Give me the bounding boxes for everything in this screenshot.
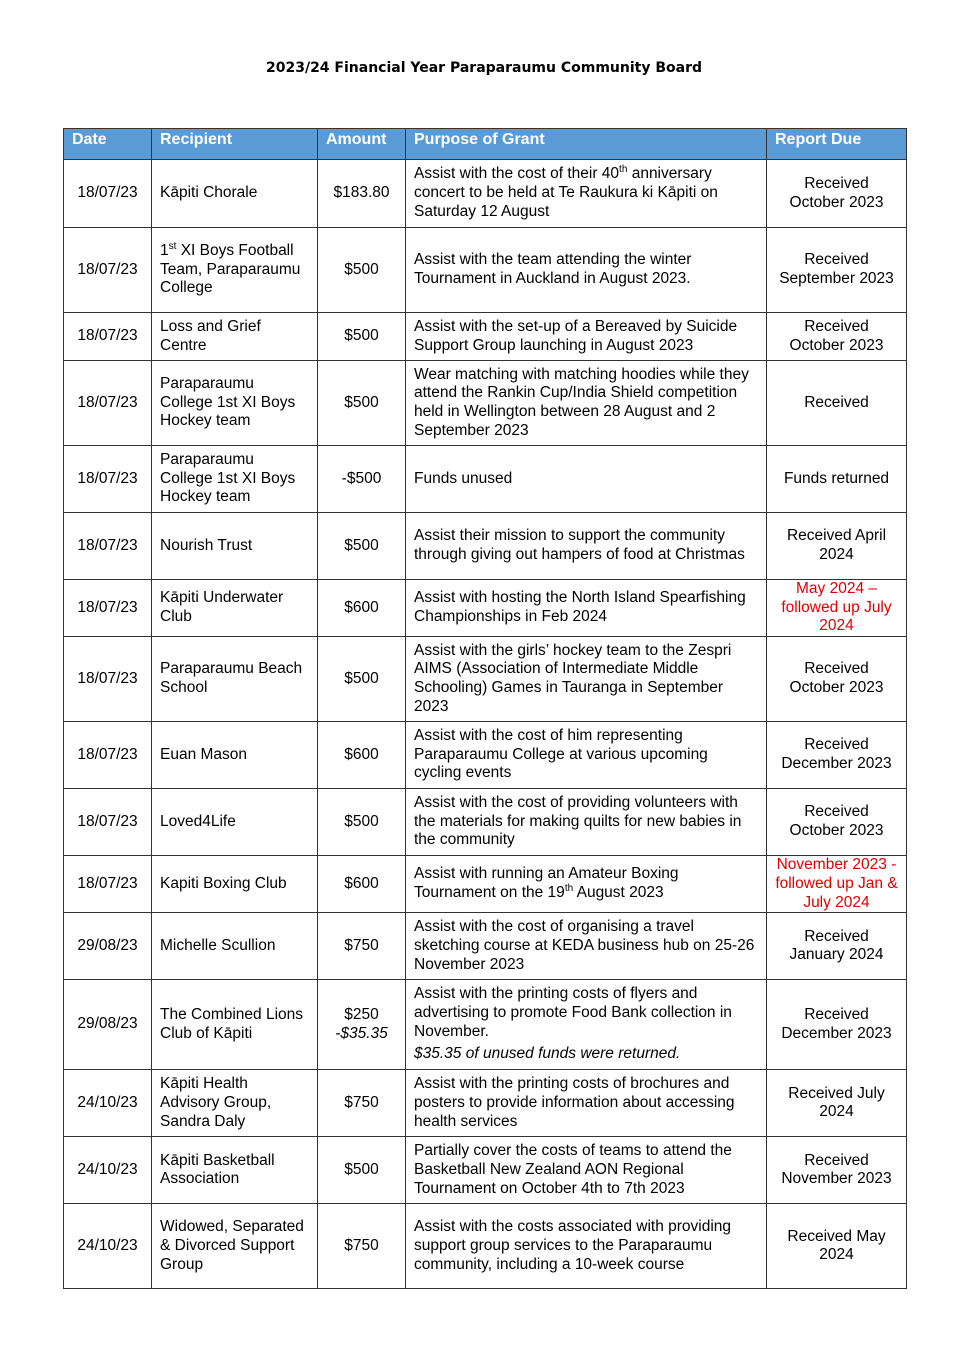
cell-purpose: Assist with hosting the North Island Spearfishing Championships in Feb 2024 xyxy=(406,580,767,637)
table-row xyxy=(64,980,907,1070)
cell-purpose xyxy=(406,856,767,913)
table-row xyxy=(64,722,907,789)
cell-date: 18/07/23 xyxy=(64,313,152,361)
cell-amount: $750 xyxy=(318,1204,406,1289)
cell-recipient: Nourish Trust xyxy=(152,513,318,580)
table-row xyxy=(64,361,907,446)
table-row xyxy=(64,789,907,856)
cell-report-due: Received October 2023 xyxy=(767,313,907,361)
cell-recipient: Kāpiti Chorale xyxy=(152,160,318,228)
cell-date: 18/07/23 xyxy=(64,722,152,789)
header-amount: Amount xyxy=(318,129,406,160)
recipient-text-cont: XI Boys Football Team, Paraparaumu College xyxy=(160,241,301,297)
purpose-text: Assist with the printing costs of flyers and advertising to promote Food Bank collection in November. xyxy=(414,985,732,1040)
cell-recipient: The Combined Lions Club of Kāpiti xyxy=(152,980,318,1070)
cell-date: 18/07/23 xyxy=(64,513,152,580)
cell-amount: $500 xyxy=(318,513,406,580)
cell-date: 29/08/23 xyxy=(64,980,152,1070)
ordinal-suffix: th xyxy=(619,164,628,176)
table-row xyxy=(64,580,907,637)
table-row xyxy=(64,637,907,722)
cell-report-due: Received November 2023 xyxy=(767,1137,907,1204)
cell-purpose: Assist with the cost of organising a travel sketching course at KEDA business hub on 25-26 November 2023 xyxy=(406,913,767,980)
purpose-text-cont: August 2023 xyxy=(573,884,664,902)
cell-amount: $500 xyxy=(318,313,406,361)
cell-date: 18/07/23 xyxy=(64,160,152,228)
table-row xyxy=(64,160,907,228)
purpose-text: Assist with the cost of their 40 xyxy=(414,165,620,183)
ordinal-suffix: st xyxy=(168,240,177,252)
cell-date: 24/10/23 xyxy=(64,1137,152,1204)
cell-purpose: Assist their mission to support the community through giving out hampers of food at Christmas xyxy=(406,513,767,580)
table-body xyxy=(64,160,907,1289)
cell-purpose: Wear matching with matching hoodies while they attend the Rankin Cup/India Shield competition held in Wellington between 28 August and 2 September 2023 xyxy=(406,361,767,446)
grants-table xyxy=(63,128,907,1289)
cell-report-due-overdue: November 2023 - followed up Jan & July 2024 xyxy=(767,856,907,913)
cell-purpose: Assist with the printing costs of brochures and posters to provide information about accessing health services xyxy=(406,1070,767,1137)
cell-report-due-overdue: May 2024 – followed up July 2024 xyxy=(767,580,907,637)
cell-amount xyxy=(318,980,406,1070)
header-purpose: Purpose of Grant xyxy=(406,129,767,160)
table-row xyxy=(64,313,907,361)
cell-recipient: Kāpiti Underwater Club xyxy=(152,580,318,637)
cell-recipient: Paraparaumu College 1st XI Boys Hockey team xyxy=(152,361,318,446)
cell-report-due: Received May 2024 xyxy=(767,1204,907,1289)
table-row xyxy=(64,913,907,980)
cell-date: 24/10/23 xyxy=(64,1204,152,1289)
cell-recipient: Kāpiti Basketball Association xyxy=(152,1137,318,1204)
cell-date: 18/07/23 xyxy=(64,637,152,722)
cell-report-due: Received xyxy=(767,361,907,446)
cell-amount: $500 xyxy=(318,789,406,856)
cell-purpose: Assist with the set-up of a Bereaved by Suicide Support Group launching in August 2023 xyxy=(406,313,767,361)
table-row xyxy=(64,1137,907,1204)
cell-report-due: Received December 2023 xyxy=(767,722,907,789)
cell-report-due: Received October 2023 xyxy=(767,160,907,228)
cell-date: 18/07/23 xyxy=(64,580,152,637)
ordinal-suffix: th xyxy=(564,883,574,894)
cell-amount: $500 xyxy=(318,361,406,446)
cell-purpose: Assist with the costs associated with providing support group services to the Paraparaumu community, including a 10-week course xyxy=(406,1204,767,1289)
page-title: 2023/24 Financial Year Paraparaumu Community Board xyxy=(265,60,703,76)
cell-report-due: Funds returned xyxy=(767,446,907,513)
cell-amount: $500 xyxy=(318,637,406,722)
amount-value: $250 xyxy=(344,1006,379,1024)
cell-purpose: Funds unused xyxy=(406,446,767,513)
table-row xyxy=(64,856,907,913)
cell-amount: $750 xyxy=(318,913,406,980)
cell-recipient: Paraparaumu Beach School xyxy=(152,637,318,722)
cell-report-due: Received July 2024 xyxy=(767,1070,907,1137)
table-row xyxy=(64,446,907,513)
cell-date: 18/07/23 xyxy=(64,789,152,856)
purpose-returned-note: $35.35 of unused funds were returned. xyxy=(414,1045,681,1063)
cell-purpose: Assist with the team attending the winter Tournament in Auckland in August 2023. xyxy=(406,228,767,313)
cell-recipient: Kāpiti Health Advisory Group, Sandra Daly xyxy=(152,1070,318,1137)
cell-purpose xyxy=(406,160,767,228)
cell-purpose: Assist with the cost of providing volunteers with the materials for making quilts for new babies in the community xyxy=(406,789,767,856)
cell-report-due: Received April 2024 xyxy=(767,513,907,580)
cell-recipient: Michelle Scullion xyxy=(152,913,318,980)
cell-date: 18/07/23 xyxy=(64,228,152,313)
table-row xyxy=(64,513,907,580)
cell-purpose: Assist with the cost of him representing Paraparaumu College at various upcoming cycling events xyxy=(406,722,767,789)
cell-amount: $600 xyxy=(318,580,406,637)
header-date: Date xyxy=(64,129,152,160)
cell-purpose: Assist with the girls’ hockey team to the Zespri AIMS (Association of Intermediate Middle Schooling) Games in Tauranga in September 2023 xyxy=(406,637,767,722)
cell-amount: $750 xyxy=(318,1070,406,1137)
cell-date: 18/07/23 xyxy=(64,446,152,513)
cell-report-due: Received October 2023 xyxy=(767,789,907,856)
cell-purpose: Partially cover the costs of teams to attend the Basketball New Zealand AON Regional Tournament on October 4th to 7th 2023 xyxy=(406,1137,767,1204)
cell-recipient: Loss and Grief Centre xyxy=(152,313,318,361)
cell-date: 24/10/23 xyxy=(64,1070,152,1137)
cell-recipient: Paraparaumu College 1st XI Boys Hockey team xyxy=(152,446,318,513)
cell-amount: $500 xyxy=(318,1137,406,1204)
cell-date: 18/07/23 xyxy=(64,856,152,913)
cell-amount: -$500 xyxy=(318,446,406,513)
cell-recipient: Kapiti Boxing Club xyxy=(152,856,318,913)
cell-recipient: Euan Mason xyxy=(152,722,318,789)
table-row xyxy=(64,228,907,313)
cell-amount: $183.80 xyxy=(318,160,406,228)
purpose-text: Assist with running an Amateur Boxing Tournament on the 19 xyxy=(414,865,679,902)
cell-amount: $500 xyxy=(318,228,406,313)
table-header-row xyxy=(64,129,907,160)
cell-recipient xyxy=(152,228,318,313)
cell-date: 18/07/23 xyxy=(64,361,152,446)
purpose-text-cont: anniversary concert to be held at Te Raukura ki Kāpiti on Saturday 12 August xyxy=(414,165,718,220)
cell-report-due: Received September 2023 xyxy=(767,228,907,313)
cell-purpose xyxy=(406,980,767,1070)
amount-returned-note: -$35.35 xyxy=(335,1024,388,1042)
table-row xyxy=(64,1204,907,1289)
cell-amount: $600 xyxy=(318,722,406,789)
recipient-text: 1 xyxy=(160,241,169,259)
cell-recipient: Widowed, Separated & Divorced Support Group xyxy=(152,1204,318,1289)
header-recipient: Recipient xyxy=(152,129,318,160)
cell-date: 29/08/23 xyxy=(64,913,152,980)
cell-recipient: Loved4Life xyxy=(152,789,318,856)
cell-report-due: Received January 2024 xyxy=(767,913,907,980)
cell-amount: $600 xyxy=(318,856,406,913)
header-report-due: Report Due xyxy=(767,129,907,160)
cell-report-due: Received October 2023 xyxy=(767,637,907,722)
cell-report-due: Received December 2023 xyxy=(767,980,907,1070)
table-row xyxy=(64,1070,907,1137)
